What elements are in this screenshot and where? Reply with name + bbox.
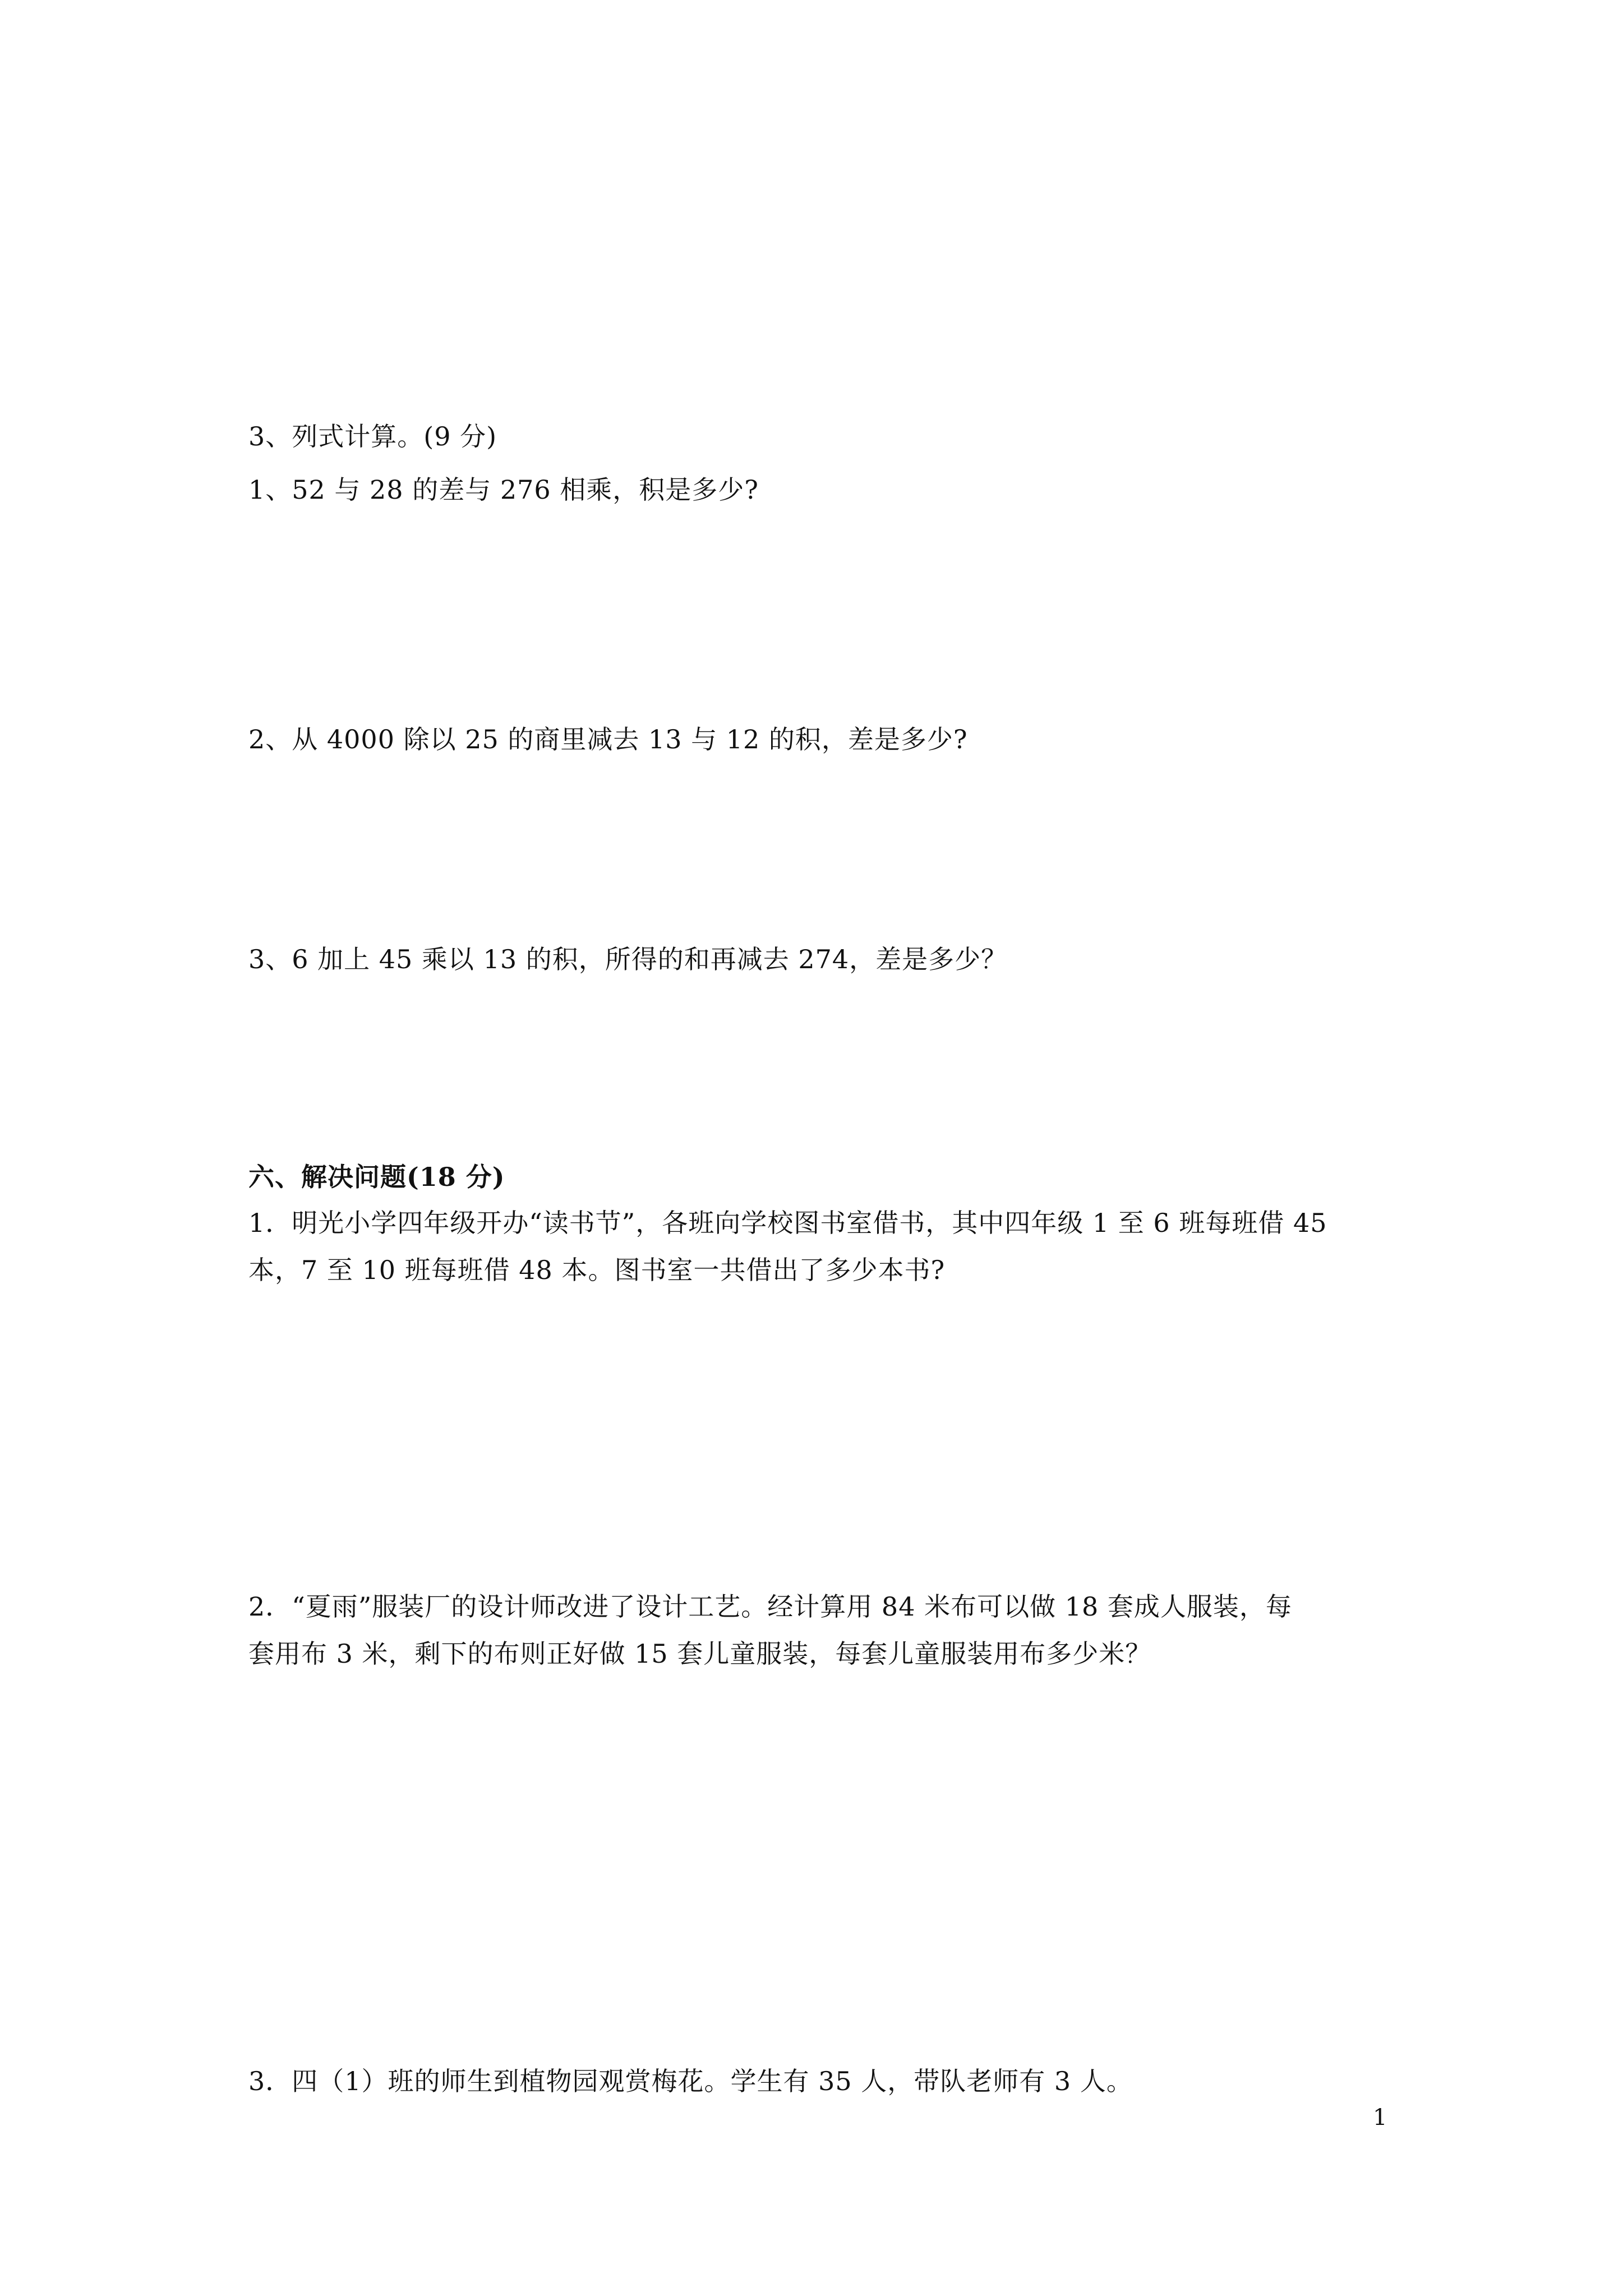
problem-1-line-2: 本，7 至 10 班每班借 48 本。图书室一共借出了多少本书?	[248, 1255, 946, 1285]
page-number: 1	[1373, 2105, 1387, 2131]
calc-section-heading: 3、列式计算。(9 分)	[248, 421, 497, 452]
solve-section-heading: 六、解决问题(18 分)	[248, 1162, 505, 1192]
problem-2-line-1: 2．“夏雨”服装厂的设计师改进了设计工艺。经计算用 84 米布可以做 18 套成人服装，每	[248, 1591, 1292, 1622]
problem-3-line-1: 3．四（1）班的师生到植物园观赏梅花。学生有 35 人，带队老师有 3 人。	[248, 2066, 1133, 2096]
problem-2-line-2: 套用布 3 米，剩下的布则正好做 15 套儿童服装，每套儿童服装用布多少米？	[248, 1639, 1152, 1669]
calc-question-1: 1、52 与 28 的差与 276 相乘，积是多少?	[248, 475, 759, 505]
problem-1-line-1: 1．明光小学四年级开办“读书节”，各班向学校图书室借书，其中四年级 1 至 6 班每班借 45	[248, 1208, 1327, 1238]
calc-question-3: 3、6 加上 45 乘以 13 的积，所得的和再减去 274，差是多少？	[248, 944, 1008, 974]
calc-question-2: 2、从 4000 除以 25 的商里减去 13 与 12 的积，差是多少?	[248, 724, 968, 754]
